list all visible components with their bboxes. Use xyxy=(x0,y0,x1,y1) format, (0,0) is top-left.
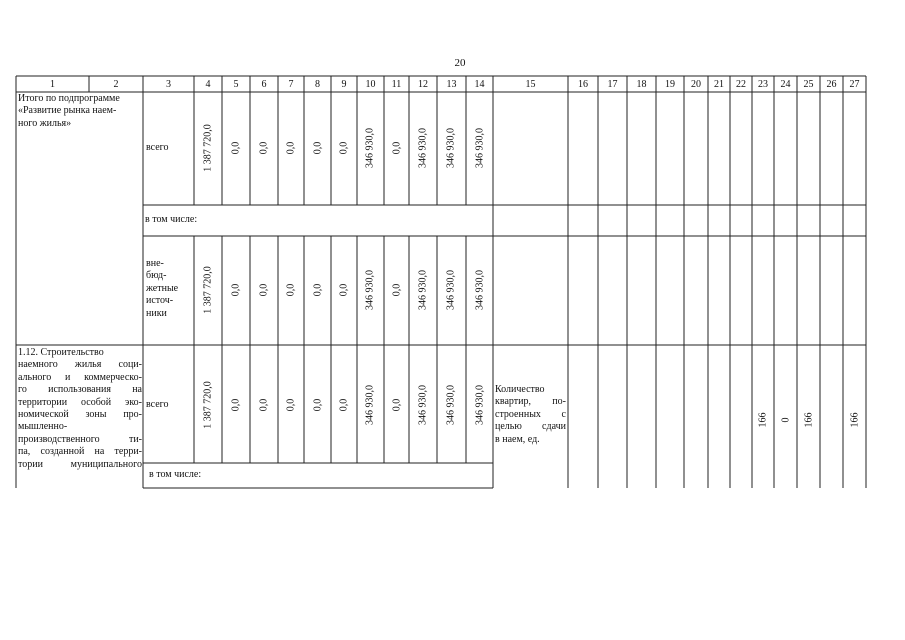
s1-total-col14: 346 930,0 xyxy=(474,128,486,168)
header-col-22: 22 xyxy=(736,79,746,90)
s2-total-col12: 346 930,0 xyxy=(417,385,429,425)
s1-total-col5: 0,0 xyxy=(230,141,242,155)
header-col-5: 5 xyxy=(233,79,239,90)
s1-total-col10: 346 930,0 xyxy=(364,128,376,168)
header-col-26: 26 xyxy=(826,79,837,90)
s2-total-col9: 0,0 xyxy=(338,398,350,412)
s2-total-col14: 346 930,0 xyxy=(474,385,486,425)
header-col-4: 4 xyxy=(205,79,211,90)
s2-total-col4: 1 387 720,0 xyxy=(202,381,214,429)
s2-total-col8: 0,0 xyxy=(312,398,324,412)
s1-offbudget-col10: 346 930,0 xyxy=(364,270,376,310)
header-col-2: 2 xyxy=(113,79,119,90)
header-col-23: 23 xyxy=(758,79,768,90)
s2-indicator-col23: 166 xyxy=(757,412,769,428)
s2-total-col5: 0,0 xyxy=(230,398,242,412)
s1-offbudget-col11: 0,0 xyxy=(391,283,403,297)
section2-indicator: Количество квартир, по- строенных с целью сдачи в наем, ед. xyxy=(495,384,566,445)
header-col-21: 21 xyxy=(714,79,724,90)
section1-offbudget-label: вне- бюд- жетные источ- ники xyxy=(146,258,179,319)
s1-total-col8: 0,0 xyxy=(312,141,324,155)
section1-total-label: всего xyxy=(146,142,169,153)
header-col-12: 12 xyxy=(418,79,428,90)
header-col-7: 7 xyxy=(288,79,294,90)
s2-total-col7: 0,0 xyxy=(285,398,297,412)
header-col-13: 13 xyxy=(446,79,457,90)
s1-offbudget-col8: 0,0 xyxy=(312,283,324,297)
header-col-8: 8 xyxy=(315,79,320,90)
s2-indicator-col25: 166 xyxy=(803,412,815,428)
s1-offbudget-col4: 1 387 720,0 xyxy=(202,266,214,314)
header-col-16: 16 xyxy=(578,79,588,90)
s1-total-col6: 0,0 xyxy=(258,141,270,155)
header-col-15: 15 xyxy=(525,79,536,90)
s2-total-col11: 0,0 xyxy=(391,398,403,412)
header-col-1: 1 xyxy=(50,79,55,90)
s1-total-col11: 0,0 xyxy=(391,141,403,155)
s2-total-col10: 346 930,0 xyxy=(364,385,376,425)
header-col-18: 18 xyxy=(636,79,647,90)
s1-total-col12: 346 930,0 xyxy=(417,128,429,168)
s2-indicator-col24: 0 xyxy=(780,417,792,423)
section1-title: Итого по подпрограмме «Развитие рынка наем- ного жилья» xyxy=(18,93,120,129)
header-col-25: 25 xyxy=(803,79,814,90)
section2-title: 1.12. Строительство наемного жилья соци- ального и коммерческо- го использования на территории особой эко- номической зоны про- мышленно- производственного ти- па, созданной на терри- тории муниципального xyxy=(18,347,142,470)
header-col-6: 6 xyxy=(261,79,267,90)
header-col-19: 19 xyxy=(665,79,675,90)
s1-total-col9: 0,0 xyxy=(338,141,350,155)
s1-offbudget-col5: 0,0 xyxy=(230,283,242,297)
s1-offbudget-col13: 346 930,0 xyxy=(445,270,457,310)
header-col-10: 10 xyxy=(365,79,376,90)
s2-total-col6: 0,0 xyxy=(258,398,270,412)
section2-total-label: всего xyxy=(146,399,169,410)
header-col-9: 9 xyxy=(341,79,347,90)
s1-total-col4: 1 387 720,0 xyxy=(202,124,214,172)
s1-total-col7: 0,0 xyxy=(285,141,297,155)
header-col-14: 14 xyxy=(474,79,485,90)
s1-offbudget-col12: 346 930,0 xyxy=(417,270,429,310)
page-number: 20 xyxy=(454,57,466,69)
s1-total-col13: 346 930,0 xyxy=(445,128,457,168)
s2-total-col13: 346 930,0 xyxy=(445,385,457,425)
section1-incl-label: в том числе: xyxy=(145,214,198,225)
s1-offbudget-col14: 346 930,0 xyxy=(474,270,486,310)
s1-offbudget-col7: 0,0 xyxy=(285,283,297,297)
s1-offbudget-col6: 0,0 xyxy=(258,283,270,297)
header-col-17: 17 xyxy=(607,79,618,90)
header-col-20: 20 xyxy=(691,79,701,90)
s2-indicator-col27: 166 xyxy=(849,412,861,428)
header-col-27: 27 xyxy=(849,79,860,90)
header-col-24: 24 xyxy=(780,79,791,90)
s1-offbudget-col9: 0,0 xyxy=(338,283,350,297)
header-col-3: 3 xyxy=(166,79,171,90)
header-col-11: 11 xyxy=(391,79,402,90)
section2-incl-label: в том числе: xyxy=(149,469,202,480)
